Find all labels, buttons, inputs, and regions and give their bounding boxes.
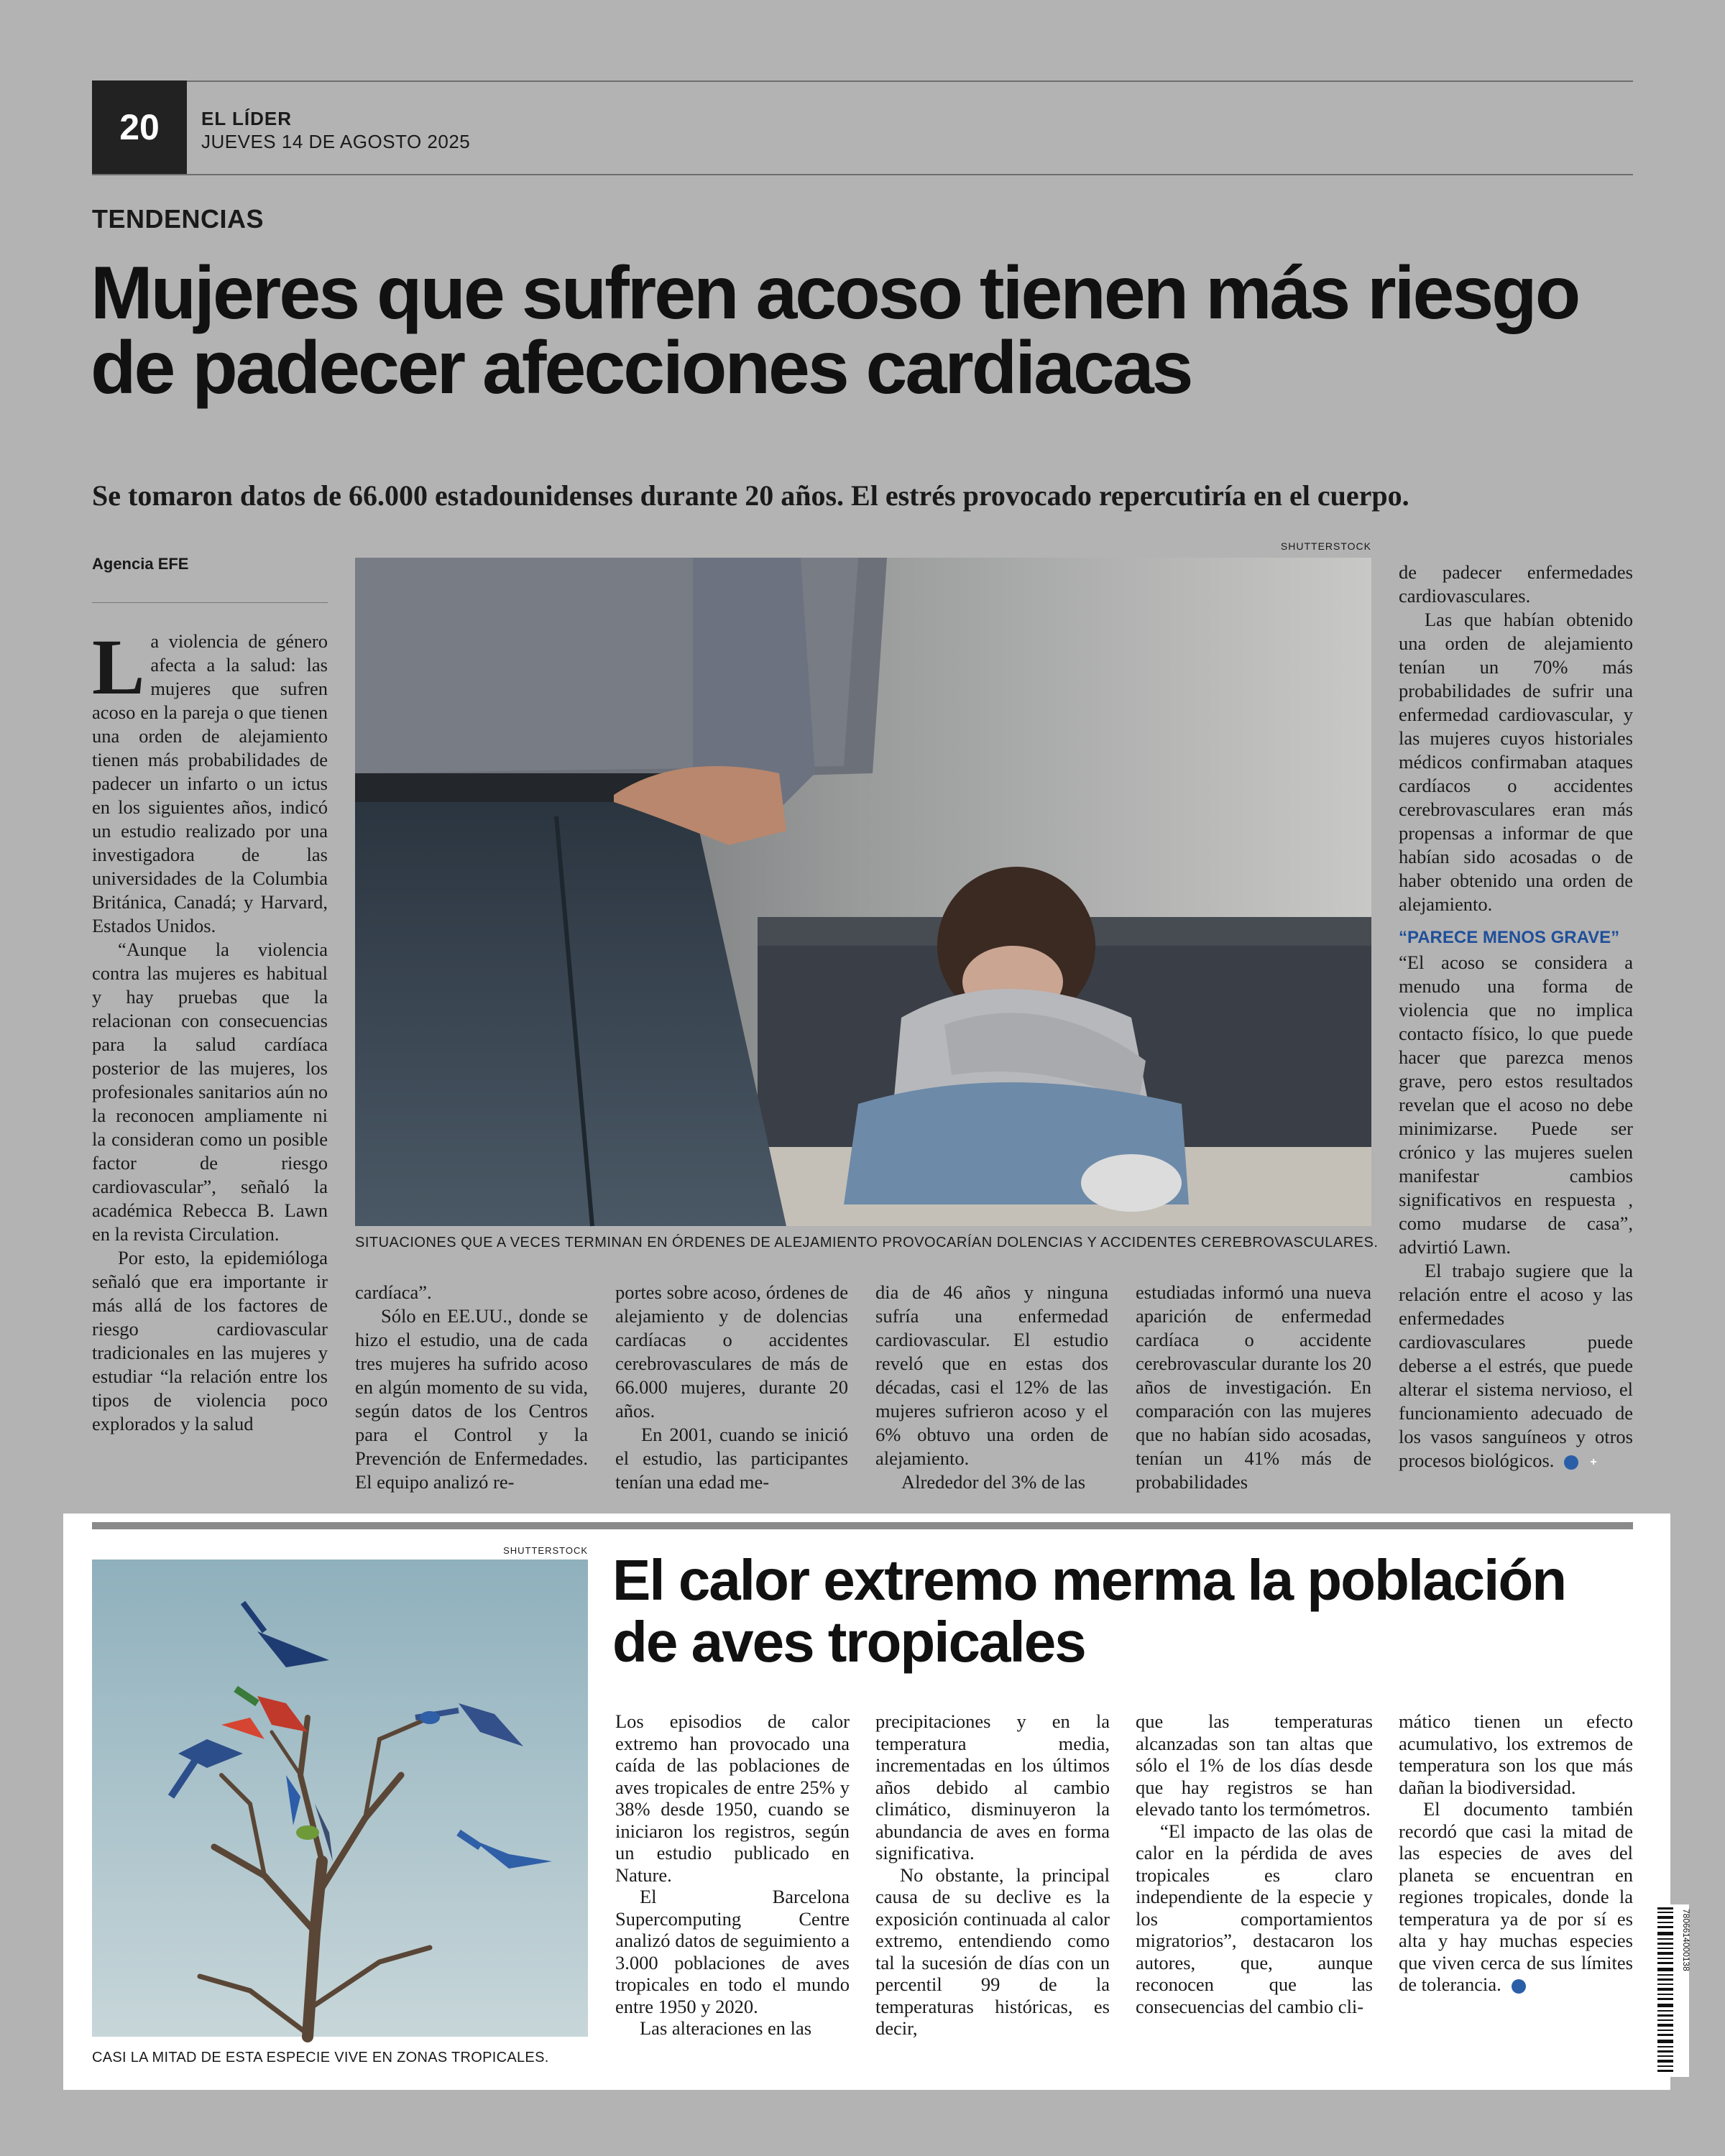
article-photo [355, 558, 1371, 1226]
paragraph: “El acoso se considera a menudo una forma de violencia que no implica contacto físico, lo que puede hacer que parezca menos grave, pero estos resultados revelan que el acoso no debe minimizarse. Puede ser crónico y las mujeres suelen manifestar cambios significativos en respuesta , como mudarse de casa”, advirtió Lawn. [1399, 952, 1633, 1258]
byline: Agencia EFE [92, 555, 189, 573]
article-column-4 [875, 1281, 1108, 1494]
paragraph: Los episodios de calor extremo han provocado una caída de las poblaciones de aves tropicales de entre 25% y 38% desde 1950, cuando se iniciaron los registros, según un estudio publicado en Nature. [615, 1710, 850, 1886]
paragraph: de padecer enfermedades cardiovasculares. [1399, 561, 1633, 607]
paragraph: dia de 46 años y ninguna sufría una enfermedad cardiovascular. El estudio reveló que en estas dos décadas, casi el 12% de las mujeres sufrieron acoso y el 6% obtuvo una orden de alejamiento. [875, 1281, 1108, 1469]
paragraph-text: El trabajo sugiere que la relación entre el acoso y las enfermedades cardiovasculares puede deberse a el estrés, que puede alterar el sistema nervioso, el funcionamiento adecuado de los vasos sanguíneos y otros procesos biológicos. [1399, 1260, 1633, 1471]
paragraph: El Barcelona Supercomputing Centre analizó datos de seguimiento a 3.000 poblaciones de aves tropicales en todo el mundo entre 1950 y 2020. [615, 1886, 850, 2017]
article2-column-4 [1399, 1710, 1633, 1996]
paragraph: precipitaciones y en la temperatura media, incrementadas en los últimos años debido al cambio climático, disminuyeron la abundancia de aves en forma significativa. [875, 1710, 1110, 1864]
barcode-icon [1656, 1904, 1689, 2077]
barcode-number: 7806614000138 [1681, 1909, 1691, 1971]
article2-headline: El calor extremo merma la población de aves tropicales [612, 1548, 1566, 1674]
paragraph: cardíaca”. [355, 1281, 432, 1303]
article-subtitle: Se tomaron datos de 66.000 estadounidenses durante 20 años. El estrés provocado repercutiría en el cuerpo. [92, 479, 1409, 512]
paragraph: Por esto, la epidemióloga señaló que era importante ir más allá de los factores de riesgo cardiovascular tradicionales en las mujeres y estudiar “la relación entre los tipos de violencia poco explorados y la salud [92, 1247, 328, 1434]
article2-column-1 [615, 1710, 850, 2040]
paragraph-text: El documento también recordó que casi la mitad de las especies de aves del planeta se encuentran en regiones tropicales, donde la temperatura ya de por sí es alta y hay muchas especies que viven cerca de sus límites de tolerancia. [1399, 1798, 1633, 1995]
paragraph: Las alteraciones en las [640, 2017, 812, 2039]
newspaper-name: EL LÍDER [201, 108, 292, 129]
header-rule [92, 174, 1633, 175]
photo-credit: SHUTTERSTOCK [1280, 540, 1371, 552]
paragraph: Alrededor del 3% de las [901, 1471, 1086, 1493]
page-number: 20 [92, 80, 187, 174]
end-mark-icon: + [1564, 1455, 1578, 1470]
paragraph: mático tienen un efecto acumulativo, los extremos de temperatura son los que más dañan la biodiversidad. [1399, 1710, 1633, 1798]
paragraph: No obstante, la principal causa de su declive es la exposición continuada al calor extremo, entendiendo como tal la sucesión de días con un percentil 99 de la temperaturas históricas, es decir, [875, 1864, 1110, 2039]
article2-column-3 [1136, 1710, 1373, 2017]
paragraph [1399, 1798, 1633, 1996]
paragraph: portes sobre acoso, órdenes de alejamiento y de dolencias cardíacas o accidentes cerebrovasculares de más de 66.000 mujeres, durante 20 años. [615, 1281, 848, 1422]
paragraph-text: a violencia de género afecta a la salud: las mujeres que sufren acoso en la pareja o que tienen una orden de alejamiento tienen más probabilidades de padecer un infarto o un ictus en los siguientes años, indicó un estudio realizado por una investigadora de las universidades de la Columbia Británica, Canadá; y Harvard, Estados Unidos. [92, 630, 328, 936]
photo-caption: SITUACIONES QUE A VECES TERMINAN EN ÓRDENES DE ALEJAMIENTO PROVOCARÍAN DOLENCIAS Y ACCIDENTES CEREBROVASCULARES. [355, 1235, 1379, 1250]
article-subhead: “PARECE MENOS GRAVE” [1399, 928, 1620, 947]
paragraph: estudiadas informó una nueva aparición de enfermedad cardíaca o accidente cerebrovascular durante los 20 años de investigación. En comparación con las mujeres que no habían sido acosadas, tenían un 41% más de probabilidades [1136, 1281, 1371, 1493]
byline-rule [92, 602, 328, 603]
paragraph: “Aunque la violencia contra las mujeres es habitual y hay pruebas que la relacionan con consecuencias para la salud cardíaca posterior de las mujeres, los profesionales sanitarios aún no la reconocen ampliamente ni la consideran como un posible factor de riesgo cardiovascular”, señaló la académica Rebecca B. Lawn en la revista Circulation. [92, 939, 328, 1245]
birds-photo [92, 1560, 588, 2037]
birds-illustration [92, 1560, 588, 2037]
paragraph: “El impacto de las olas de calor en la pérdida de aves tropicales es claro independiente de la especie y los comportamientos migratorios”, destacaron los autores, que, aunque reconocen que las consecuencias del cambio cli- [1136, 1820, 1373, 2017]
drop-cap: L [92, 623, 145, 711]
photo-credit: SHUTTERSTOCK [503, 1545, 588, 1556]
barcode [1656, 1904, 1689, 2077]
photo-illustration [355, 558, 1371, 1226]
article-column-5 [1136, 1281, 1371, 1494]
article-column-1 [92, 623, 328, 1436]
paragraph: En 2001, cuando se inició el estudio, las participantes tenían una edad me- [615, 1424, 848, 1493]
paragraph: que las temperaturas alcanzadas son tan altas que sólo el 1% de los días desde que hay registros se han elevado tanto los termómetros. [1136, 1710, 1373, 1820]
photo-caption: CASI LA MITAD DE ESTA ESPECIE VIVE EN ZONAS TROPICALES. [92, 2050, 549, 2065]
article-column-6 [1399, 561, 1633, 1473]
paragraph [1399, 1259, 1633, 1473]
paragraph [92, 623, 328, 938]
article2-top-rule [92, 1522, 1633, 1529]
end-mark-icon: + [1512, 1979, 1526, 1994]
top-rule [92, 80, 1633, 82]
issue-date: JUEVES 14 DE AGOSTO 2025 [201, 131, 471, 152]
article-column-2 [355, 1281, 588, 1494]
article2-column-2 [875, 1710, 1110, 2040]
section-label: TENDENCIAS [92, 204, 264, 234]
article-headline: Mujeres que sufren acoso tienen más riesgo de padecer afecciones cardiacas [91, 252, 1579, 410]
article-column-3 [615, 1281, 848, 1494]
paragraph: Las que habían obtenido una orden de alejamiento tenían un 70% más probabilidades de sufrir una enfermedad cardiovascular, y las mujeres cuyos historiales médicos confirmaban ataques cardíacos o accidentes cerebrovasculares eran más propensas a informar de que habían sido acosadas o de haber obtenido una orden de alejamiento. [1399, 609, 1633, 915]
paragraph: Sólo en EE.UU., donde se hizo el estudio, una de cada tres mujeres ha sufrido acoso en algún momento de su vida, según datos de los Centros para el Control y la Prevención de Enfermedades. El equipo analizó re- [355, 1305, 588, 1493]
